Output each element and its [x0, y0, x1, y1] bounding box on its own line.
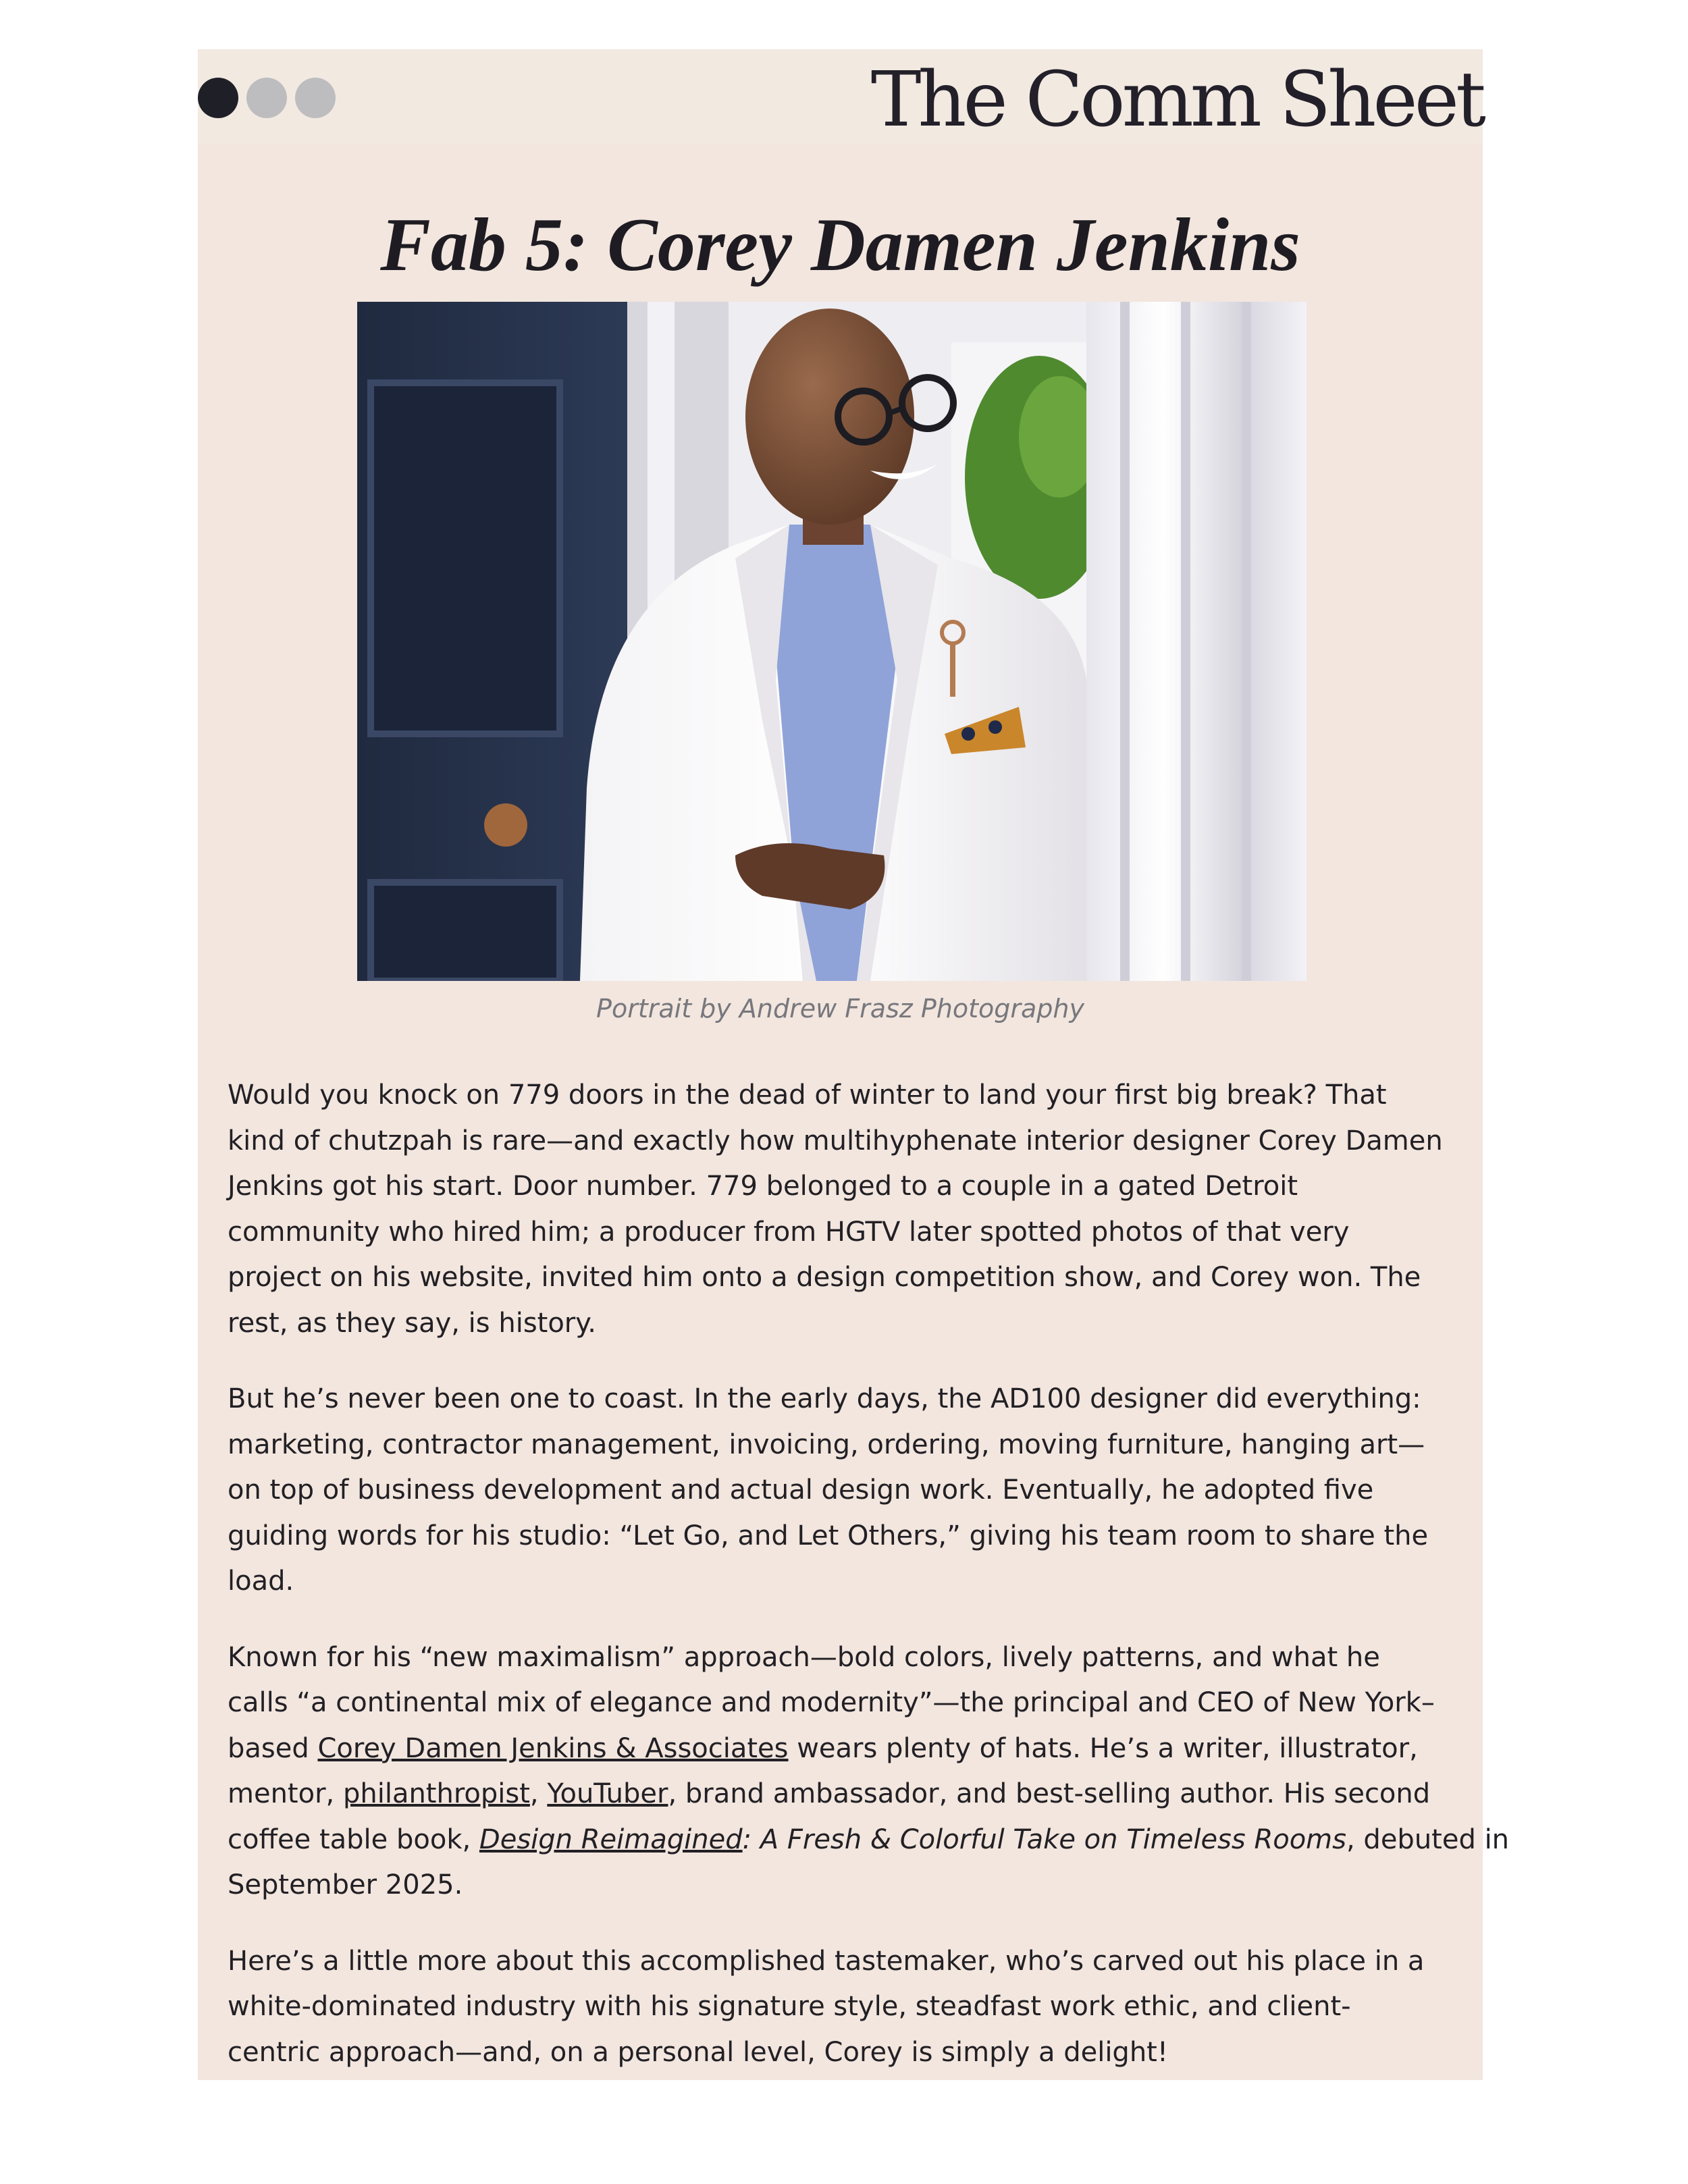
article-body: [228, 1073, 1510, 2106]
photo-caption: Portrait by Andrew Frasz Photography: [596, 994, 1084, 1023]
article-title: Fab 5: Corey Damen Jenkins: [380, 203, 1300, 287]
philanthropist-link[interactable]: philanthropist: [342, 1778, 530, 1809]
paragraph-1: Would you knock on 779 doors in the dead of winter to land your first big break? That kind of chutzpah is rare—and exactly how multihyphenate interior designer Corey Damen Jenkins got his start. Door number. 779 belonged to a couple in a gated Detroit community who hired him; a producer from HGTV later spotted photos of that very project on his website, invited him onto a design competition show, and Corey won. The rest, as they say, is history.: [228, 1080, 1443, 1339]
book-link[interactable]: Design Reimagined: [479, 1823, 743, 1855]
paragraph-4: Here’s a little more about this accomplished tastemaker, who’s carved out his place in a white-dominated industry with his signature style, steadfast work ethic, and client- centric approach—and, on a personal level, Corey is simply a delight!: [228, 1945, 1425, 2068]
paragraph-3: Known for his “new maximalism” approach—bold colors, lively patterns, and what he calls “a continental mix of elegance and modernity”—the principal and CEO of New York– based Corey Damen Jenkins & Associates wears plenty of hats. He’s a writer, illustrator, mentor, philanthropist, YouTuber, brand ambassador, and best-selling author. His second coffee table book, Design Reimagined: A Fresh & Colorful Take on Timeless Rooms, debuted in September 2025.: [228, 1641, 1510, 1900]
dot-light-icon: [246, 78, 287, 118]
studio-link[interactable]: Corey Damen Jenkins & Associates: [317, 1732, 789, 1764]
portrait-photo: [357, 302, 1307, 981]
dot-light-icon: [295, 78, 336, 118]
newsletter-sheet: [198, 49, 1510, 2080]
paragraph-2: But he’s never been one to coast. In the early days, the AD100 designer did everything: marketing, contractor management, invoicing, ordering, moving furniture, hanging art— on top of business development and actual design work. Eventually, he adopted five guiding words for his studio: “Let Go, and Let Others,” giving his team room to share the load.: [228, 1383, 1429, 1597]
brand-logo[interactable]: The Comm Sheet: [870, 56, 1483, 144]
header-bar: [198, 49, 1483, 144]
youtuber-link[interactable]: YouTuber: [547, 1778, 668, 1809]
dot-dark-icon: [198, 78, 238, 118]
